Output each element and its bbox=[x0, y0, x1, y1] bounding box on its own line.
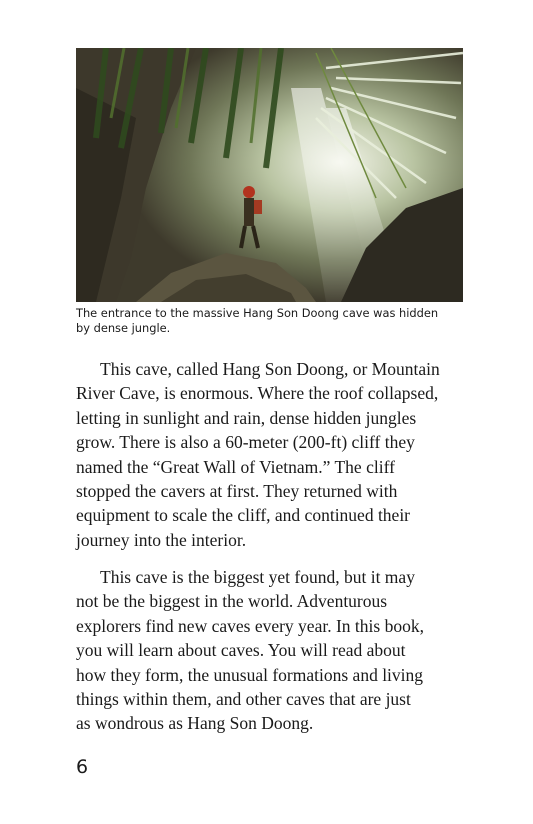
paragraph-2 bbox=[76, 565, 476, 736]
paragraph-line: not be the biggest in the world. Adventurous bbox=[76, 591, 388, 612]
paragraph-1 bbox=[76, 357, 476, 552]
paragraph-line: This cave is the biggest yet found, but it may bbox=[100, 567, 415, 587]
paragraph-line: letting in sunlight and rain, dense hidden jungles bbox=[76, 407, 417, 428]
caption-line: The entrance to the massive Hang Son Doong cave was hidden bbox=[76, 306, 439, 320]
paragraph-line: stopped the cavers at first. They returned with bbox=[76, 481, 398, 502]
paragraph-line: explorers find new caves every year. In this book, bbox=[76, 615, 424, 636]
paragraph-line: named the “Great Wall of Vietnam.” The cliff bbox=[76, 456, 395, 477]
cave-entrance-photo bbox=[76, 48, 463, 302]
paragraph-line: This cave, called Hang Son Doong, or Mountain bbox=[100, 359, 440, 379]
paragraph-line: grow. There is also a 60-meter (200-ft) cliff they bbox=[76, 432, 415, 453]
paragraph-line: how they form, the unusual formations and living bbox=[76, 664, 424, 685]
paragraph-line: journey into the interior. bbox=[76, 529, 247, 550]
paragraph-line: as wondrous as Hang Son Doong. bbox=[76, 713, 314, 734]
paragraph-line: equipment to scale the cliff, and continued their bbox=[76, 505, 411, 526]
paragraph-line: River Cave, is enormous. Where the roof collapsed, bbox=[76, 383, 439, 404]
paragraph-line: you will learn about caves. You will read about bbox=[76, 640, 406, 661]
photo-caption bbox=[76, 306, 466, 336]
page-number: 6 bbox=[76, 756, 89, 778]
paragraph-line: things within them, and other caves that are just bbox=[76, 689, 411, 710]
caption-line: by dense jungle. bbox=[76, 321, 171, 335]
